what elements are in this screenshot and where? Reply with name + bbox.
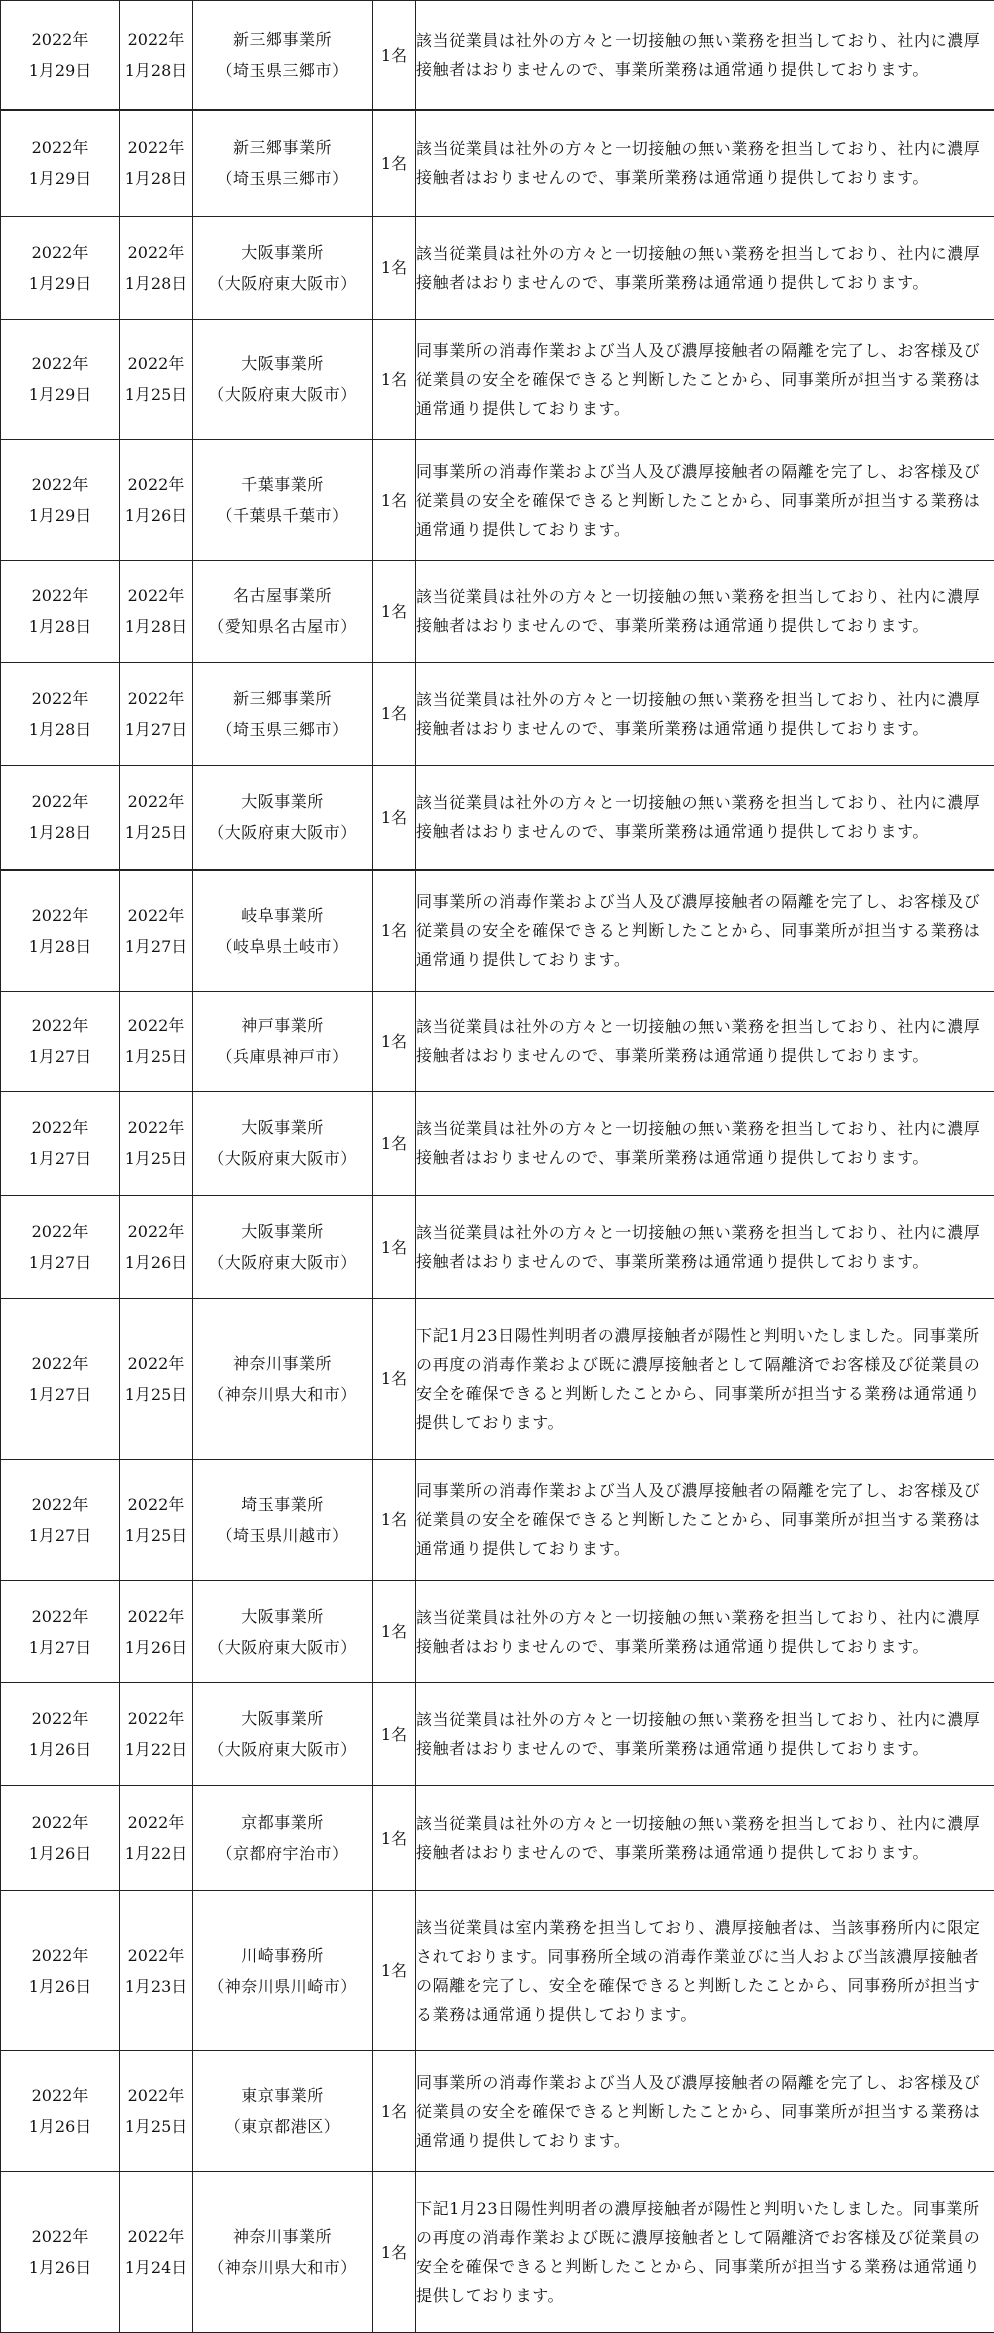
- table-row: [1, 991, 994, 1091]
- office-name: 大阪事業所: [241, 792, 324, 812]
- office-cell: [193, 561, 373, 663]
- report-date-cell: [1, 1459, 120, 1580]
- office-cell: [193, 870, 373, 992]
- office-name: 大阪事業所: [241, 1709, 324, 1729]
- table-row: [1, 1, 994, 111]
- office-location: （大阪府東大阪市）: [208, 1637, 357, 1657]
- confirm-date-year: 2022年: [127, 1606, 185, 1626]
- office-name: 京都事業所: [241, 1813, 324, 1833]
- confirm-date-cell: [120, 110, 193, 216]
- office-name: 神奈川事業所: [232, 1353, 332, 1373]
- report-table-body: [1, 1, 994, 2333]
- status-note: 該当従業員は社外の方々と一切接触の無い業務を担当しており、社内に濃厚接触者はおりませんので、事業所業務は通常通り提供しております。: [416, 1683, 994, 1786]
- status-note: 該当従業員は社外の方々と一切接触の無い業務を担当しており、社内に濃厚接触者はおりませんので、事業所業務は通常通り提供しております。: [416, 1196, 994, 1299]
- report-date-year: 2022年: [31, 138, 89, 158]
- confirm-date-cell: [120, 765, 193, 869]
- report-date-day: 1月27日: [28, 1525, 92, 1545]
- case-count: 1名: [373, 1091, 416, 1195]
- status-note: 該当従業員は社外の方々と一切接触の無い業務を担当しており、社内に濃厚接触者はおりませんので、事業所業務は通常通り提供しております。: [416, 765, 994, 869]
- report-date-cell: [1, 1091, 120, 1195]
- report-date-cell: [1, 662, 120, 765]
- confirm-date-year: 2022年: [127, 1709, 185, 1729]
- confirm-date-day: 1月25日: [124, 1525, 188, 1545]
- report-date-day: 1月29日: [28, 506, 92, 526]
- report-date-year: 2022年: [31, 792, 89, 812]
- office-cell: [193, 662, 373, 765]
- office-cell: [193, 1196, 373, 1299]
- report-date-year: 2022年: [31, 354, 89, 374]
- status-note: 同事業所の消毒作業および当人及び濃厚接触者の隔離を完了し、お客様及び従業員の安全を確保できると判断したことから、同事業所が担当する業務は通常通り提供しております。: [416, 440, 994, 561]
- office-location: （大阪府東大阪市）: [208, 385, 357, 405]
- case-count: 1名: [373, 561, 416, 663]
- confirm-date-year: 2022年: [127, 1353, 185, 1373]
- confirm-date-day: 1月28日: [124, 169, 188, 189]
- office-name: 大阪事業所: [241, 1118, 324, 1138]
- confirm-date-cell: [120, 1580, 193, 1683]
- case-count: 1名: [373, 1459, 416, 1580]
- case-count: 1名: [373, 110, 416, 216]
- report-date-year: 2022年: [31, 905, 89, 925]
- confirm-date-cell: [120, 2172, 193, 2333]
- confirm-date-year: 2022年: [127, 2086, 185, 2106]
- report-date-year: 2022年: [31, 475, 89, 495]
- report-date-year: 2022年: [31, 2086, 89, 2106]
- report-date-year: 2022年: [31, 1813, 89, 1833]
- confirm-date-day: 1月28日: [124, 61, 188, 81]
- confirm-date-year: 2022年: [127, 354, 185, 374]
- confirm-date-year: 2022年: [127, 1945, 185, 1965]
- confirm-date-day: 1月25日: [124, 823, 188, 843]
- office-name: 埼玉事業所: [241, 1494, 324, 1514]
- confirm-date-day: 1月22日: [124, 1844, 188, 1864]
- table-row: [1, 1299, 994, 1460]
- office-name: 新三郷事業所: [232, 30, 332, 50]
- office-cell: [193, 1459, 373, 1580]
- report-date-day: 1月29日: [28, 273, 92, 293]
- confirm-date-day: 1月26日: [124, 1253, 188, 1273]
- report-date-cell: [1, 440, 120, 561]
- office-name: 岐阜事業所: [241, 905, 324, 925]
- report-date-day: 1月26日: [28, 1844, 92, 1864]
- confirm-date-cell: [120, 1890, 193, 2051]
- case-count: 1名: [373, 2172, 416, 2333]
- report-date-cell: [1, 319, 120, 440]
- report-date-cell: [1, 765, 120, 869]
- case-count: 1名: [373, 991, 416, 1091]
- report-date-day: 1月27日: [28, 1149, 92, 1169]
- report-date-day: 1月28日: [28, 617, 92, 637]
- table-row: [1, 1683, 994, 1786]
- report-date-day: 1月27日: [28, 1253, 92, 1273]
- confirm-date-day: 1月27日: [124, 719, 188, 739]
- case-count: 1名: [373, 1890, 416, 2051]
- report-date-cell: [1, 110, 120, 216]
- confirm-date-cell: [120, 319, 193, 440]
- confirm-date-cell: [120, 662, 193, 765]
- report-date-day: 1月27日: [28, 1637, 92, 1657]
- office-location: （大阪府東大阪市）: [208, 1253, 357, 1273]
- case-count: 1名: [373, 319, 416, 440]
- report-date-year: 2022年: [31, 586, 89, 606]
- office-location: （兵庫県神戸市）: [216, 1047, 349, 1067]
- report-date-cell: [1, 2051, 120, 2172]
- report-date-cell: [1, 991, 120, 1091]
- table-row: [1, 1196, 994, 1299]
- office-cell: [193, 2172, 373, 2333]
- confirm-date-day: 1月27日: [124, 936, 188, 956]
- office-cell: [193, 319, 373, 440]
- report-date-day: 1月27日: [28, 1047, 92, 1067]
- office-location: （東京都港区）: [224, 2117, 341, 2137]
- confirm-date-year: 2022年: [127, 905, 185, 925]
- confirm-date-day: 1月26日: [124, 506, 188, 526]
- confirm-date-year: 2022年: [127, 138, 185, 158]
- office-location: （神奈川県大和市）: [208, 1384, 357, 1404]
- confirm-date-year: 2022年: [127, 475, 185, 495]
- confirm-date-year: 2022年: [127, 1016, 185, 1036]
- table-row: [1, 1459, 994, 1580]
- status-note: 該当従業員は室内業務を担当しており、濃厚接触者は、当該事務所内に限定されております。同事務所全域の消毒作業並びに当人および当該濃厚接触者の隔離を完了し、安全を確保できると判断したことから、同事務所が担当する業務は通常通り提供しております。: [416, 1890, 994, 2051]
- office-location: （埼玉県川越市）: [216, 1525, 349, 1545]
- confirm-date-year: 2022年: [127, 1813, 185, 1833]
- report-date-cell: [1, 1580, 120, 1683]
- confirm-date-year: 2022年: [127, 1494, 185, 1514]
- report-date-year: 2022年: [31, 1945, 89, 1965]
- office-location: （大阪府東大阪市）: [208, 1149, 357, 1169]
- case-count: 1名: [373, 1196, 416, 1299]
- confirm-date-year: 2022年: [127, 688, 185, 708]
- status-note: 同事業所の消毒作業および当人及び濃厚接触者の隔離を完了し、お客様及び従業員の安全を確保できると判断したことから、同事業所が担当する業務は通常通り提供しております。: [416, 2051, 994, 2172]
- table-row: [1, 2172, 994, 2333]
- report-date-cell: [1, 561, 120, 663]
- office-location: （埼玉県三郷市）: [216, 169, 349, 189]
- office-name: 名古屋事業所: [232, 586, 332, 606]
- table-row: [1, 1580, 994, 1683]
- confirm-date-cell: [120, 2051, 193, 2172]
- office-name: 大阪事業所: [241, 1222, 324, 1242]
- case-count: 1名: [373, 1, 416, 111]
- office-location: （神奈川県大和市）: [208, 2258, 357, 2278]
- status-note: 同事業所の消毒作業および当人及び濃厚接触者の隔離を完了し、お客様及び従業員の安全を確保できると判断したことから、同事業所が担当する業務は通常通り提供しております。: [416, 1459, 994, 1580]
- report-date-cell: [1, 1196, 120, 1299]
- report-date-year: 2022年: [31, 1353, 89, 1373]
- status-note: 同事業所の消毒作業および当人及び濃厚接触者の隔離を完了し、お客様及び従業員の安全を確保できると判断したことから、同事業所が担当する業務は通常通り提供しております。: [416, 870, 994, 992]
- office-cell: [193, 1, 373, 111]
- report-date-day: 1月29日: [28, 385, 92, 405]
- report-date-cell: [1, 2172, 120, 2333]
- case-count: 1名: [373, 440, 416, 561]
- office-cell: [193, 110, 373, 216]
- office-name: 大阪事業所: [241, 242, 324, 262]
- case-count: 1名: [373, 1580, 416, 1683]
- office-cell: [193, 1683, 373, 1786]
- table-row: [1, 1786, 994, 1890]
- office-name: 新三郷事業所: [232, 688, 332, 708]
- office-cell: [193, 1786, 373, 1890]
- report-date-year: 2022年: [31, 30, 89, 50]
- status-note: 該当従業員は社外の方々と一切接触の無い業務を担当しており、社内に濃厚接触者はおりませんので、事業所業務は通常通り提供しております。: [416, 991, 994, 1091]
- office-name: 大阪事業所: [241, 354, 324, 374]
- office-cell: [193, 991, 373, 1091]
- table-row: [1, 765, 994, 869]
- table-row: [1, 440, 994, 561]
- report-date-day: 1月28日: [28, 823, 92, 843]
- table-row: [1, 319, 994, 440]
- confirm-date-day: 1月24日: [124, 2258, 188, 2278]
- status-note: 該当従業員は社外の方々と一切接触の無い業務を担当しており、社内に濃厚接触者はおりませんので、事業所業務は通常通り提供しております。: [416, 662, 994, 765]
- office-cell: [193, 1890, 373, 2051]
- confirm-date-day: 1月23日: [124, 1976, 188, 1996]
- status-note: 下記1月23日陽性判明者の濃厚接触者が陽性と判明いたしました。同事業所の再度の消毒作業および既に濃厚接触者として隔離済でお客様及び従業員の安全を確保できると判断したことから、同事業所が担当する業務は通常通り提供しております。: [416, 2172, 994, 2333]
- confirm-date-cell: [120, 1786, 193, 1890]
- office-name: 東京事業所: [241, 2086, 324, 2106]
- confirm-date-day: 1月26日: [124, 1637, 188, 1657]
- office-location: （大阪府東大阪市）: [208, 823, 357, 843]
- report-date-day: 1月27日: [28, 1384, 92, 1404]
- confirm-date-cell: [120, 440, 193, 561]
- status-note: 該当従業員は社外の方々と一切接触の無い業務を担当しており、社内に濃厚接触者はおりませんので、事業所業務は通常通り提供しております。: [416, 1091, 994, 1195]
- confirm-date-year: 2022年: [127, 1118, 185, 1138]
- case-count: 1名: [373, 662, 416, 765]
- office-cell: [193, 440, 373, 561]
- confirm-date-cell: [120, 1299, 193, 1460]
- report-date-year: 2022年: [31, 242, 89, 262]
- report-date-day: 1月29日: [28, 169, 92, 189]
- report-date-day: 1月28日: [28, 719, 92, 739]
- status-note: 該当従業員は社外の方々と一切接触の無い業務を担当しており、社内に濃厚接触者はおりませんので、事業所業務は通常通り提供しております。: [416, 1786, 994, 1890]
- report-date-cell: [1, 1890, 120, 2051]
- office-cell: [193, 765, 373, 869]
- table-row: [1, 2051, 994, 2172]
- confirm-date-day: 1月25日: [124, 2117, 188, 2137]
- report-date-day: 1月26日: [28, 1740, 92, 1760]
- office-location: （大阪府東大阪市）: [208, 273, 357, 293]
- case-count: 1名: [373, 1786, 416, 1890]
- office-name: 大阪事業所: [241, 1606, 324, 1626]
- confirm-date-day: 1月25日: [124, 1149, 188, 1169]
- confirm-date-cell: [120, 561, 193, 663]
- table-row: [1, 870, 994, 992]
- report-date-day: 1月29日: [28, 61, 92, 81]
- confirm-date-day: 1月28日: [124, 617, 188, 637]
- confirm-date-year: 2022年: [127, 2227, 185, 2247]
- confirm-date-cell: [120, 216, 193, 319]
- case-count: 1名: [373, 870, 416, 992]
- status-note: 該当従業員は社外の方々と一切接触の無い業務を担当しており、社内に濃厚接触者はおりませんので、事業所業務は通常通り提供しております。: [416, 216, 994, 319]
- report-date-year: 2022年: [31, 1118, 89, 1138]
- office-location: （岐阜県土岐市）: [216, 936, 349, 956]
- report-date-day: 1月26日: [28, 1976, 92, 1996]
- confirm-date-day: 1月25日: [124, 1047, 188, 1067]
- case-count: 1名: [373, 2051, 416, 2172]
- confirm-date-year: 2022年: [127, 242, 185, 262]
- table-row: [1, 561, 994, 663]
- case-count: 1名: [373, 216, 416, 319]
- report-date-year: 2022年: [31, 1606, 89, 1626]
- report-date-cell: [1, 1, 120, 111]
- report-date-year: 2022年: [31, 1222, 89, 1242]
- case-count: 1名: [373, 1683, 416, 1786]
- confirm-date-year: 2022年: [127, 1222, 185, 1242]
- confirm-date-day: 1月25日: [124, 385, 188, 405]
- office-location: （愛知県名古屋市）: [208, 617, 357, 637]
- table-row: [1, 662, 994, 765]
- confirm-date-day: 1月22日: [124, 1740, 188, 1760]
- office-cell: [193, 1580, 373, 1683]
- report-date-day: 1月26日: [28, 2117, 92, 2137]
- office-location: （埼玉県三郷市）: [216, 719, 349, 739]
- office-name: 千葉事業所: [241, 475, 324, 495]
- report-date-year: 2022年: [31, 1494, 89, 1514]
- confirm-date-cell: [120, 1091, 193, 1195]
- office-cell: [193, 1299, 373, 1460]
- confirm-date-cell: [120, 1, 193, 111]
- office-name: 新三郷事業所: [232, 138, 332, 158]
- office-cell: [193, 216, 373, 319]
- office-name: 神戸事業所: [241, 1016, 324, 1036]
- table-row: [1, 216, 994, 319]
- office-cell: [193, 1091, 373, 1195]
- office-name: 神奈川事業所: [232, 2227, 332, 2247]
- office-name: 川崎事務所: [241, 1945, 324, 1965]
- report-date-year: 2022年: [31, 1016, 89, 1036]
- case-count: 1名: [373, 765, 416, 869]
- office-cell: [193, 2051, 373, 2172]
- confirm-date-day: 1月25日: [124, 1384, 188, 1404]
- report-date-year: 2022年: [31, 2227, 89, 2247]
- office-location: （京都府宇治市）: [216, 1844, 349, 1864]
- confirm-date-cell: [120, 991, 193, 1091]
- table-row: [1, 110, 994, 216]
- confirm-date-day: 1月28日: [124, 273, 188, 293]
- office-location: （千葉県千葉市）: [216, 506, 349, 526]
- status-note: 下記1月23日陽性判明者の濃厚接触者が陽性と判明いたしました。同事業所の再度の消毒作業および既に濃厚接触者として隔離済でお客様及び従業員の安全を確保できると判断したことから、同事業所が担当する業務は通常通り提供しております。: [416, 1299, 994, 1460]
- report-date-cell: [1, 1683, 120, 1786]
- office-location: （埼玉県三郷市）: [216, 61, 349, 81]
- table-row: [1, 1890, 994, 2051]
- report-date-cell: [1, 216, 120, 319]
- status-note: 該当従業員は社外の方々と一切接触の無い業務を担当しており、社内に濃厚接触者はおりませんので、事業所業務は通常通り提供しております。: [416, 561, 994, 663]
- office-location: （大阪府東大阪市）: [208, 1740, 357, 1760]
- confirm-date-cell: [120, 870, 193, 992]
- confirm-date-cell: [120, 1459, 193, 1580]
- confirm-date-year: 2022年: [127, 792, 185, 812]
- office-location: （神奈川県川崎市）: [208, 1976, 357, 1996]
- confirm-date-cell: [120, 1683, 193, 1786]
- report-date-day: 1月28日: [28, 936, 92, 956]
- status-note: 同事業所の消毒作業および当人及び濃厚接触者の隔離を完了し、お客様及び従業員の安全を確保できると判断したことから、同事業所が担当する業務は通常通り提供しております。: [416, 319, 994, 440]
- confirm-date-cell: [120, 1196, 193, 1299]
- status-note: 該当従業員は社外の方々と一切接触の無い業務を担当しており、社内に濃厚接触者はおりませんので、事業所業務は通常通り提供しております。: [416, 1580, 994, 1683]
- status-note: 該当従業員は社外の方々と一切接触の無い業務を担当しており、社内に濃厚接触者はおりませんので、事業所業務は通常通り提供しております。: [416, 110, 994, 216]
- report-date-day: 1月26日: [28, 2258, 92, 2278]
- report-date-year: 2022年: [31, 688, 89, 708]
- report-date-cell: [1, 870, 120, 992]
- status-note: 該当従業員は社外の方々と一切接触の無い業務を担当しており、社内に濃厚接触者はおりませんので、事業所業務は通常通り提供しております。: [416, 1, 994, 111]
- confirm-date-year: 2022年: [127, 30, 185, 50]
- confirm-date-year: 2022年: [127, 586, 185, 606]
- case-count: 1名: [373, 1299, 416, 1460]
- report-date-year: 2022年: [31, 1709, 89, 1729]
- table-row: [1, 1091, 994, 1195]
- report-date-cell: [1, 1299, 120, 1460]
- report-date-cell: [1, 1786, 120, 1890]
